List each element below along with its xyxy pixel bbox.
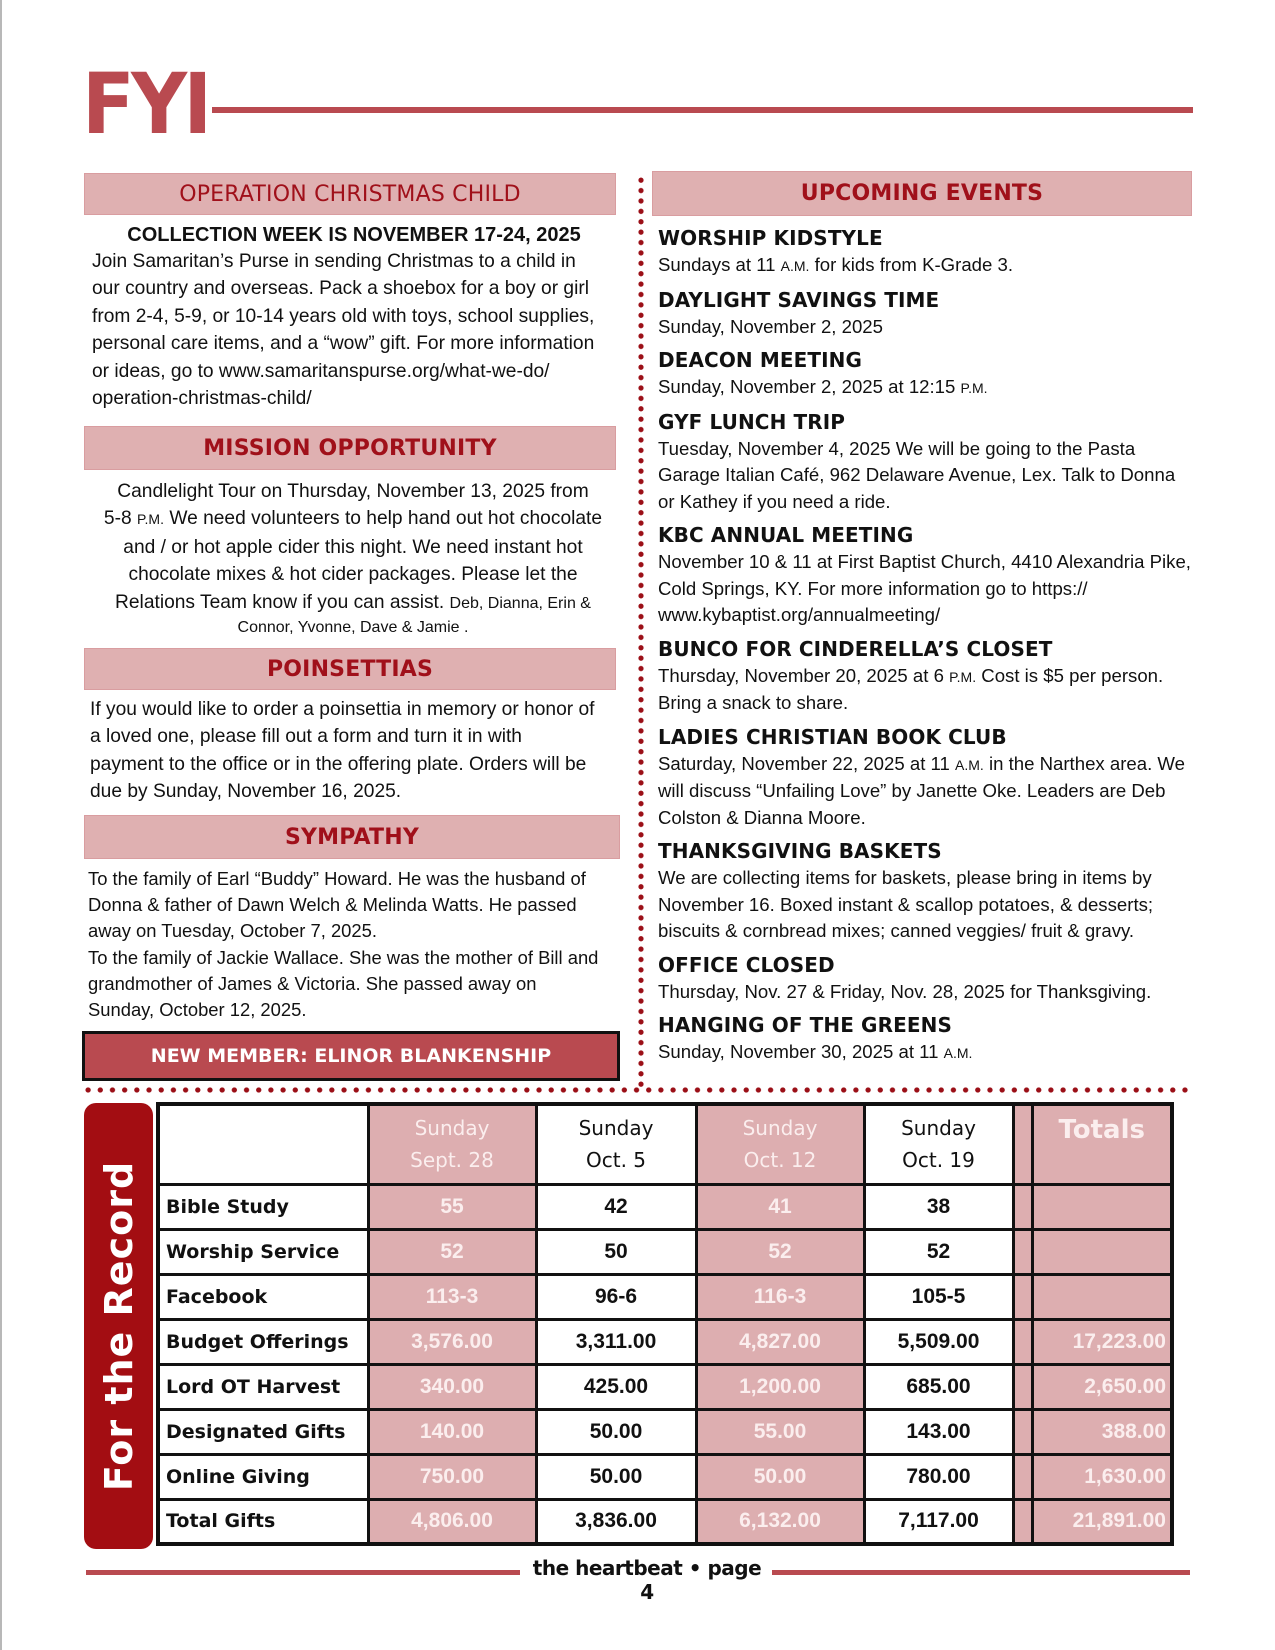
record-column-header [864,1104,1013,1184]
record-corner-cell [158,1104,368,1184]
time-suffix: P.M. [949,668,977,685]
record-cell: 52 [864,1229,1013,1274]
column-header-date: Sept. 28 [410,1148,494,1173]
record-total-cell: 2,650.00 [1032,1364,1172,1409]
record-gap-cell [1013,1409,1032,1454]
event-title: DEACON MEETING [658,348,862,372]
occ-subheading: COLLECTION WEEK IS NOVEMBER 17-24, 2025 [127,224,581,246]
record-row [158,1184,1172,1229]
mission-line [86,589,620,617]
time-suffix: A.M. [780,258,810,274]
section-header-poinsettias: POINSETTIAS [84,648,616,690]
event-title: GYF LUNCH TRIP [658,409,846,434]
mission-names: Connor, Yvonne, Dave & Jamie . [237,619,469,637]
horizontal-dotted-divider [82,1086,1194,1094]
event-description-text: Saturday, November 22, 2025 at 11 [658,752,955,774]
sympathy-line: Sunday, October 12, 2025. [88,999,307,1021]
record-cell: 55.00 [696,1409,864,1454]
event-description-text: Sunday, November 2, 2025 [658,315,883,337]
record-cell: 50.00 [536,1409,696,1454]
event-description [658,549,1194,629]
page-edge [0,0,2,1650]
record-cell: 42 [536,1184,696,1229]
mission-line: chocolate mixes & hot cider packages. Please let the [128,564,578,586]
sympathy-line: away on Tuesday, October 7, 2025. [88,920,377,942]
record-cell: 96-6 [536,1274,696,1319]
record-cell: 3,311.00 [536,1319,696,1364]
time-suffix: A.M. [943,1045,973,1061]
event-description-text: Thursday, Nov. 27 & Friday, Nov. 28, 2025 for Thanksgiving. [658,980,1152,1002]
events-list [658,224,1194,1073]
record-total-cell: 388.00 [1032,1409,1172,1454]
event-description [658,751,1194,832]
event-title: KBC ANNUAL MEETING [658,523,914,547]
event-description-text: We are collecting items for baskets, please bring in items by November 16. Boxed instant & scallop potatoes, & desserts; biscuits & cornbread mixes; canned veggies/ fruit & gravy. [658,867,1154,941]
record-total-cell [1032,1229,1172,1274]
record-row-label: Designated Gifts [158,1409,368,1454]
mission-names: Deb, Dianna, Erin & [449,594,591,612]
record-cell: 52 [696,1229,864,1274]
record-column-header [536,1104,696,1184]
mission-text: Relations Team know if you can assist. [115,591,450,613]
record-total-cell [1032,1274,1172,1319]
event-item [658,635,1194,717]
time-suffix: P.M. [137,511,164,528]
event-description [658,252,1194,280]
column-header-day: Sunday [414,1116,490,1141]
record-cell: 340.00 [368,1364,536,1409]
record-cell: 116-3 [696,1274,864,1319]
record-gap-cell [1013,1184,1032,1229]
record-gap-cell [1013,1499,1032,1544]
column-header-day: Sunday [742,1116,818,1141]
event-item [658,951,1194,1006]
event-title: WORSHIP KIDSTYLE [658,226,883,250]
record-row [158,1319,1172,1364]
column-header-day: Sunday [578,1116,654,1141]
record-cell: 7,117.00 [864,1499,1013,1544]
record-table [156,1102,1174,1546]
sympathy-line: Donna & father of Dawn Welch & Melinda Watts. He passed [88,894,577,916]
column-header-date: Oct. 12 [743,1148,817,1173]
record-totals-header: Totals [1032,1104,1172,1184]
sympathy-body [88,866,622,1023]
page-title: FYI [82,55,209,153]
event-item [658,286,1194,341]
event-description [658,865,1194,945]
record-cell: 750.00 [368,1454,536,1499]
event-description-text: Sunday, November 30, 2025 at 11 [658,1041,944,1062]
event-title: LADIES CHRISTIAN BOOK CLUB [658,724,1007,749]
poinsettias-line: due by Sunday, November 16, 2025. [90,781,402,803]
event-item [658,346,1194,402]
record-row-label: Budget Offerings [158,1319,368,1364]
time-suffix: P.M. [960,380,988,396]
record-total-cell: 17,223.00 [1032,1319,1172,1364]
sympathy-line: To the family of Earl “Buddy” Howard. He was the husband of [88,868,586,889]
mission-line [86,505,620,533]
record-cell: 50.00 [536,1454,696,1499]
record-cell: 4,827.00 [696,1319,864,1364]
record-cell: 5,509.00 [864,1319,1013,1364]
record-row [158,1274,1172,1319]
mission-text: 5-8 [103,508,137,530]
record-cell: 1,200.00 [696,1364,864,1409]
record-gap-cell [1013,1274,1032,1319]
event-description-text: in the Narthex area. We will discuss “Unfailing Love” by Janette Oke. Leaders are Deb Colston & Dianna Moore. [658,752,1185,828]
event-description-text: Thursday, November 20, 2025 at 6 [658,664,950,686]
event-item [658,837,1194,945]
footer-text: the heartbeat • page 4 [532,1556,762,1604]
mission-text: We need volunteers to help hand out hot chocolate [163,508,603,530]
poinsettias-line: a loved one, please fill out a form and turn it in with [90,726,522,748]
footer-rule-left [86,1570,520,1575]
record-cell: 685.00 [864,1364,1013,1409]
record-total-cell: 21,891.00 [1032,1499,1172,1544]
event-description-text: Sundays at 11 [658,254,781,275]
event-item [658,521,1194,629]
occ-link[interactable]: or ideas, go to www.samaritanspurse.org/what-we-do/ [92,360,550,382]
record-cell: 50 [536,1229,696,1274]
column-header-date: Oct. 5 [585,1148,647,1173]
occ-link[interactable]: operation-christmas-child/ [92,388,312,410]
event-title: THANKSGIVING BASKETS [658,839,942,863]
record-header-row [158,1104,1172,1184]
record-gap-cell [1013,1364,1032,1409]
record-cell: 4,806.00 [368,1499,536,1544]
event-title: DAYLIGHT SAVINGS TIME [658,287,940,312]
record-cell: 143.00 [864,1409,1013,1454]
event-description-text: Cost is $5 per person. Bring a snack to share. [658,664,1164,713]
record-gap-cell [1013,1229,1032,1274]
sympathy-line: To the family of Jackie Wallace. She was the mother of Bill and [88,946,599,968]
event-description [658,979,1194,1006]
poinsettias-line: If you would like to order a poinsettia in memory or honor of [90,699,595,720]
section-header-occ: OPERATION CHRISTMAS CHILD [84,173,616,215]
record-cell: 140.00 [368,1409,536,1454]
event-description-text: Sunday, November 2, 2025 at 12:15 [658,376,961,397]
column-header-date: Oct. 19 [902,1148,975,1173]
record-row-label: Total Gifts [158,1499,368,1544]
record-cell: 425.00 [536,1364,696,1409]
record-row [158,1364,1172,1409]
record-row-label: Lord OT Harvest [158,1364,368,1409]
record-row-label: Facebook [158,1274,368,1319]
occ-line: from 2-4, 5-9, or 10-14 years old with toys, school supplies, [92,305,595,327]
record-row-label: Worship Service [158,1229,368,1274]
occ-line: personal care items, and a “wow” gift. For more information [92,333,595,355]
record-cell: 105-5 [864,1274,1013,1319]
event-description-text: for kids from K-Grade 3. [809,254,1014,275]
record-row [158,1499,1172,1544]
occ-line: our country and overseas. Pack a shoebox for a boy or girl [92,278,590,300]
record-row [158,1409,1172,1454]
mission-line: and / or hot apple cider this night. We need instant hot [123,536,583,558]
event-description-text: Tuesday, November 4, 2025 We will be going to the Pasta Garage Italian Café, 962 Delaware Avenue, Lex. Talk to Donna or Kathey if you need a ride. [658,437,1176,512]
record-row [158,1229,1172,1274]
record-cell: 50.00 [696,1454,864,1499]
record-row [158,1454,1172,1499]
record-cell: 780.00 [864,1454,1013,1499]
record-gap-cell [1013,1104,1032,1184]
event-description [658,663,1194,717]
footer-rule-right [772,1570,1190,1575]
record-side-label [84,1103,153,1549]
event-item [658,224,1194,280]
record-gap-cell [1013,1319,1032,1364]
record-cell: 38 [864,1184,1013,1229]
event-description [658,436,1194,516]
event-title: BUNCO FOR CINDERELLA’S CLOSET [658,636,1053,661]
occ-body [92,222,616,412]
record-row-label: Online Giving [158,1454,368,1499]
title-rule [212,107,1193,113]
event-description [658,1039,1194,1067]
section-header-events: UPCOMING EVENTS [652,171,1192,216]
event-item [658,1011,1194,1067]
record-cell: 55 [368,1184,536,1229]
poinsettias-body [90,696,620,806]
mission-line: Candlelight Tour on Thursday, November 13, 2025 from [117,481,589,502]
event-description [658,374,1194,402]
time-suffix: A.M. [955,756,984,773]
column-header-day: Sunday [901,1116,976,1141]
event-title: OFFICE CLOSED [658,952,835,977]
record-cell: 41 [696,1184,864,1229]
vertical-dotted-divider [637,175,645,1090]
poinsettias-line: payment to the office or in the offering plate. Orders will be [90,753,587,775]
section-header-mission: MISSION OPPORTUNITY [84,426,616,470]
record-row-label: Bible Study [158,1184,368,1229]
record-cell: 3,576.00 [368,1319,536,1364]
mission-body [86,478,620,639]
event-item [658,723,1194,832]
new-member-banner: NEW MEMBER: ELINOR BLANKENSHIP [82,1031,620,1081]
record-cell: 52 [368,1229,536,1274]
record-cell: 113-3 [368,1274,536,1319]
record-gap-cell [1013,1454,1032,1499]
sympathy-line: grandmother of James & Victoria. She passed away on [88,972,537,994]
record-side-label-text: For the Record [96,1160,141,1492]
record-cell: 3,836.00 [536,1499,696,1544]
event-item [658,408,1194,516]
section-header-sympathy: SYMPATHY [84,815,620,859]
record-column-header [696,1104,864,1184]
event-title: HANGING OF THE GREENS [658,1013,952,1037]
record-cell: 6,132.00 [696,1499,864,1544]
event-description-text: November 10 & 11 at First Baptist Church, 4410 Alexandria Pike, Cold Springs, KY. For more information go to https:// www.kybaptist.org/annualmeeting/ [658,551,1191,625]
record-total-cell [1032,1184,1172,1229]
record-total-cell: 1,630.00 [1032,1454,1172,1499]
record-column-header [368,1104,536,1184]
event-description [658,314,1194,341]
occ-line: Join Samaritan’s Purse in sending Christmas to a child in [92,251,576,272]
